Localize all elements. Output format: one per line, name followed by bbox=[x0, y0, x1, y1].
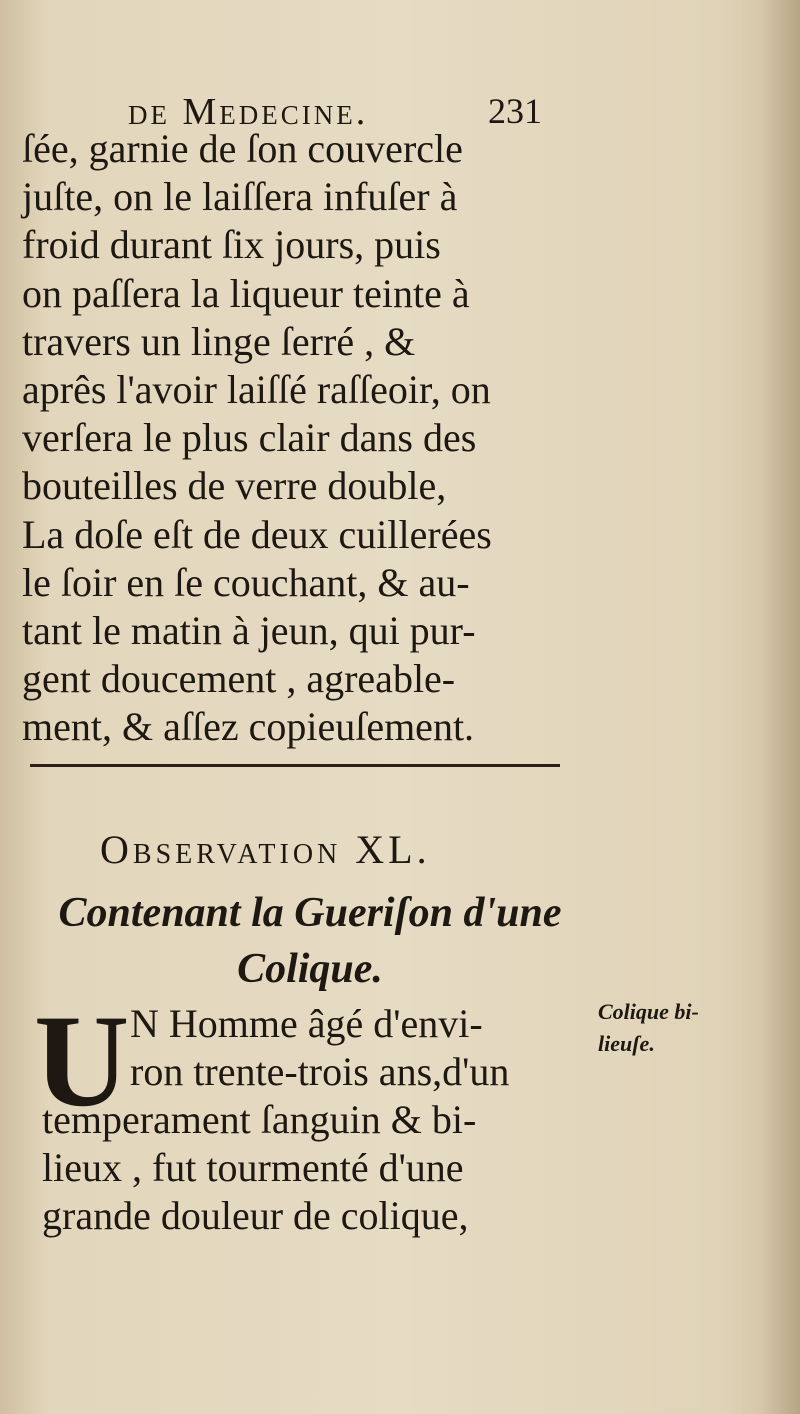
section-rule bbox=[30, 764, 560, 767]
text-line: juſte, on le laiſſera infuſer à bbox=[22, 174, 458, 220]
text-line: bouteilles de verre double, bbox=[22, 463, 447, 509]
margin-note-line: Colique bi- bbox=[598, 999, 699, 1024]
text-line: verſera le plus clair dans des bbox=[22, 415, 477, 461]
text-line: ron trente-trois ans,d'un bbox=[130, 1049, 510, 1094]
text-line: gent doucement , agreable- bbox=[22, 656, 456, 702]
page-number: 231 bbox=[488, 91, 542, 131]
margin-note bbox=[598, 996, 699, 1060]
running-head-title: de Medecine. bbox=[128, 91, 369, 133]
text-line: on paſſera la liqueur teinte à bbox=[22, 270, 470, 316]
text-line: grande douleur de colique, bbox=[42, 1193, 469, 1238]
text-line: ſée, garnie de ſon couvercle bbox=[22, 126, 463, 171]
margin-note-line: lieuſe. bbox=[598, 1031, 655, 1056]
body-text bbox=[22, 125, 582, 751]
text-line: le ſoir en ſe couchant, & au- bbox=[22, 559, 470, 605]
observation-title: Observation XL. bbox=[100, 827, 431, 872]
text-line: temperament ſanguin & bi- bbox=[42, 1097, 477, 1142]
text-line: lieux , fut tourmenté d'une bbox=[42, 1145, 464, 1190]
observation-paragraph bbox=[42, 1000, 602, 1240]
text-line: travers un linge ſerré , & bbox=[22, 318, 416, 364]
text-line: N Homme âgé d'envi- bbox=[130, 1001, 483, 1046]
text-line: tant le matin à jeun, qui pur- bbox=[22, 607, 476, 653]
drop-cap: U bbox=[34, 987, 130, 1134]
text-line: La doſe eſt de deux cuillerées bbox=[22, 511, 492, 557]
subtitle-line: Colique. bbox=[237, 946, 383, 992]
subtitle-line: Contenant la Gueriſon d'une bbox=[58, 890, 562, 936]
page-edge-shadow bbox=[760, 0, 800, 1414]
observation-subtitle bbox=[30, 885, 590, 997]
text-line: ment, & aſſez copieuſement. bbox=[22, 704, 475, 750]
text-line: froid durant ſix jours, puis bbox=[22, 222, 441, 268]
text-line: aprês l'avoir laiſſé raſſeoir, on bbox=[22, 366, 491, 412]
